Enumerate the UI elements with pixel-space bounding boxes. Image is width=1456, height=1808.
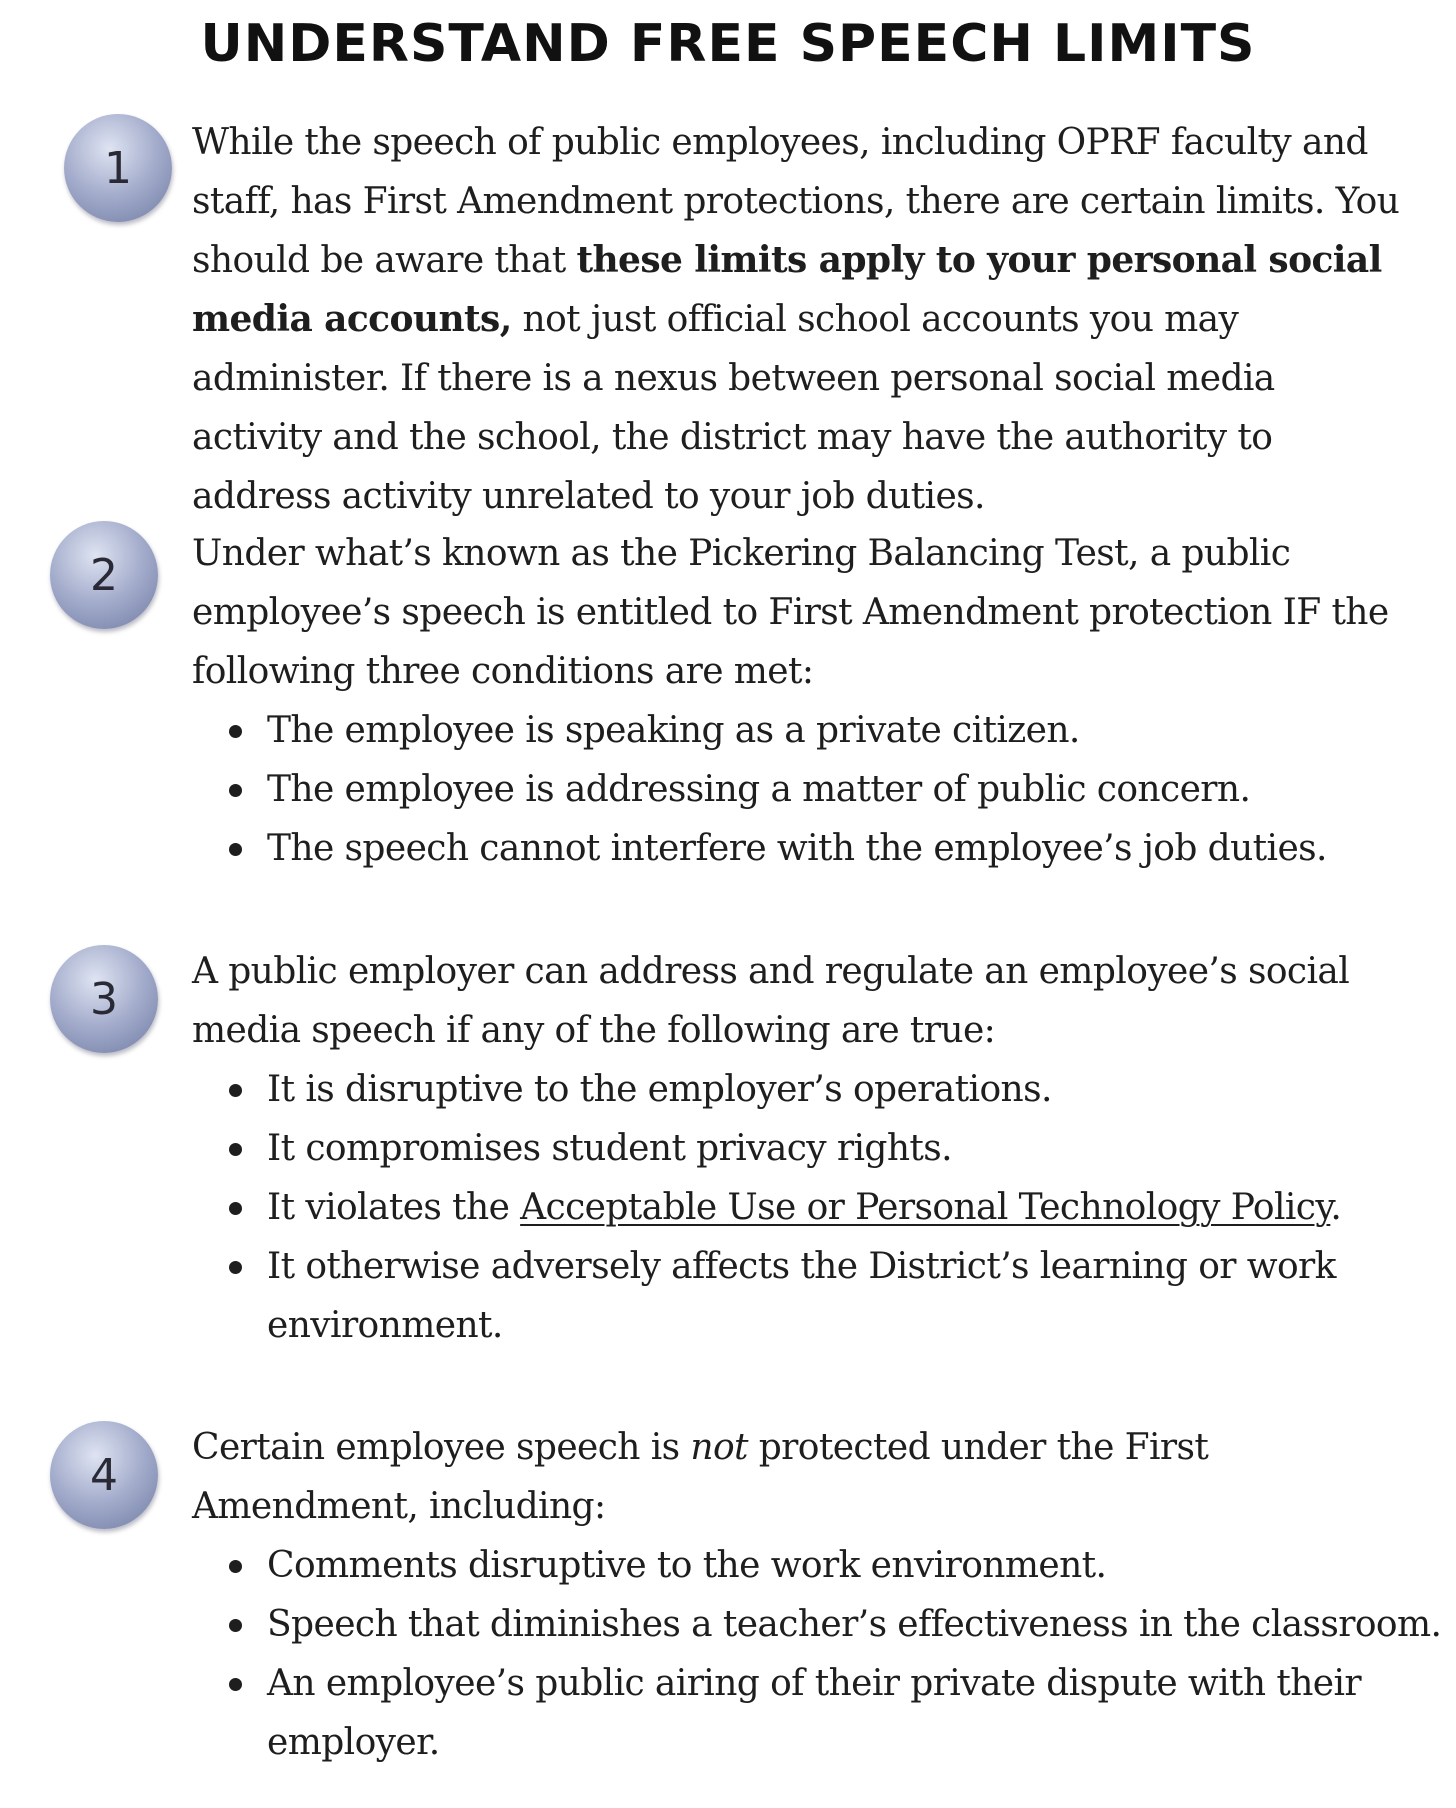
section-2-intro: Under what’s known as the Pickering Balancing Test, a public employee’s speech is entitled to First Amendment protection IF the following three conditions are met: <box>192 533 1389 692</box>
section-2-text <box>192 524 1442 878</box>
list-item: It is disruptive to the employer’s operations. <box>192 1060 1442 1119</box>
number-badge-label: 4 <box>90 1449 118 1501</box>
section-3-text <box>192 942 1442 1355</box>
page-title: UNDERSTAND FREE SPEECH LIMITS <box>200 14 1256 74</box>
list-item: Speech that diminishes a teacher’s effectiveness in the classroom. <box>192 1595 1442 1654</box>
bullet-icon <box>229 1560 242 1573</box>
bullet-icon <box>229 843 242 856</box>
section-1-text <box>192 113 1407 526</box>
bullet-icon <box>229 1084 242 1097</box>
bullet-icon <box>229 1678 242 1691</box>
regulation-list <box>192 1060 1442 1355</box>
list-item: It compromises student privacy rights. <box>192 1119 1442 1178</box>
emphasis-text: not <box>690 1427 748 1468</box>
list-item: Comments disruptive to the work environment. <box>192 1536 1442 1595</box>
number-badge-2 <box>50 521 158 629</box>
bullet-icon <box>229 1143 242 1156</box>
unprotected-speech-list <box>192 1536 1442 1772</box>
number-badge-3 <box>50 945 158 1053</box>
bullet-icon <box>229 1619 242 1632</box>
number-badge-4 <box>50 1421 158 1529</box>
bullet-icon <box>229 784 242 797</box>
policy-link[interactable]: Acceptable Use or Personal Technology Policy <box>520 1187 1331 1228</box>
number-badge-label: 1 <box>104 142 132 194</box>
list-item: The employee is speaking as a private citizen. <box>192 701 1442 760</box>
section-4-intro: Certain employee speech is not protected under the First Amendment, including: <box>192 1427 1209 1527</box>
section-4-text <box>192 1418 1442 1772</box>
section-3-intro: A public employer can address and regulate an employee’s social media speech if any of the following are true: <box>192 951 1350 1051</box>
list-item: The speech cannot interfere with the employee’s job duties. <box>192 819 1442 878</box>
section-1-paragraph: While the speech of public employees, including OPRF faculty and staff, has First Amendment protections, there are certain limits. You should be aware that these limits apply to your personal social media accounts, not just official school accounts you may administer. If there is a nexus between personal social media activity and the school, the district may have the authority to address activity unrelated to your job duties. <box>192 122 1400 517</box>
list-item: An employee’s public airing of their private dispute with their employer. <box>192 1654 1442 1772</box>
emphasis-text: these limits apply to your personal social media accounts, <box>192 239 1382 340</box>
list-item: It otherwise adversely affects the District’s learning or work environment. <box>192 1237 1442 1355</box>
conditions-list <box>192 701 1442 878</box>
number-badge-label: 2 <box>90 549 118 601</box>
list-item: The employee is addressing a matter of public concern. <box>192 760 1442 819</box>
list-item: It violates the Acceptable Use or Personal Technology Policy. <box>192 1178 1442 1237</box>
bullet-icon <box>229 725 242 738</box>
number-badge-label: 3 <box>90 973 118 1025</box>
bullet-icon <box>229 1261 242 1274</box>
number-badge-1 <box>64 114 172 222</box>
bullet-icon <box>229 1202 242 1215</box>
